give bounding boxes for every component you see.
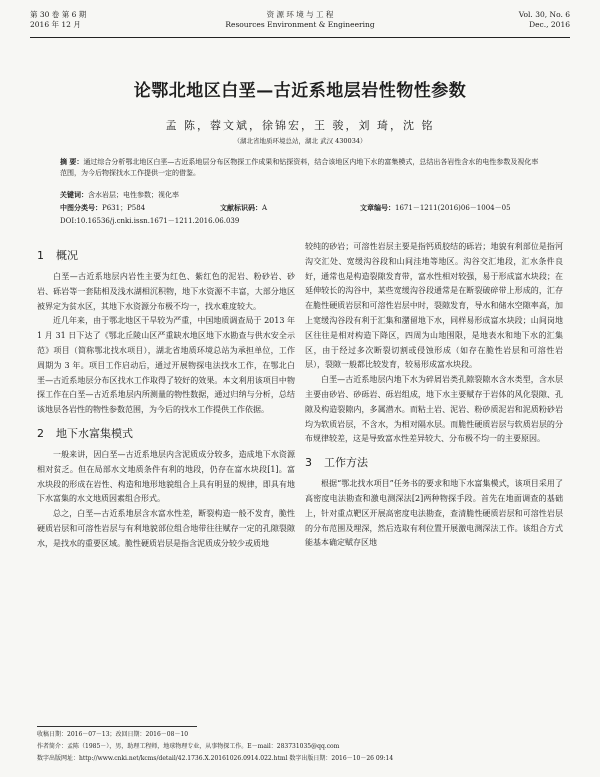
section-heading-1 (37, 248, 295, 264)
section-title: 地下水富集模式 (56, 426, 133, 440)
abstract-label: 摘 要： (60, 158, 84, 166)
journal-name-en: Resources Environment & Engineering (225, 20, 375, 29)
doc-value: A (262, 204, 268, 212)
received-date: 收稿日期：2016－07－13；改回日期：2016－08－10 (37, 731, 189, 738)
section-heading-2 (37, 426, 295, 442)
section-title: 工作方法 (324, 456, 368, 470)
doc-label: 文献标识码： (220, 203, 262, 212)
abstract (60, 157, 540, 179)
paragraph: 近几年来，由于鄂北地区干旱较为严重，中国地质调查局于 2013 年 1 月 31 日下达了《鄂北丘陵山区严重缺水地区地下水勘查与供水安全示范》项目（简称鄂北找水项目），湖北省地质环境总站为承担单位，工作周期为 3 年。项目工作启动后，通过开展物探电法找水工作，在鄂北白垩—古近系地层分布区找水工作取得了较好的效果。本文利用该项目中物探工作在白垩—古近系地层内所测量的物性数据，通过归纳与分析，总结该地层各岩性的物性参数范围，为今后的找水工作提供工作依据。 (37, 316, 295, 415)
section-number: 1 (37, 249, 44, 262)
document-code (220, 203, 360, 213)
volume-issue-en: Vol. 30, No. 6 (518, 10, 570, 19)
doi: DOI:10.16536/j.cnki.issn.1671－1211.2016.06.039 (60, 217, 240, 225)
clc-value: P631；P584 (102, 204, 146, 212)
clc-number (60, 203, 220, 213)
paragraph: 根据“鄂北找水项目”任务书的要求和地下水富集模式，该项目采用了高密度电法勘查和激电测深法[2]两种物探手段。首先在地面调查的基础上，针对重点靶区开展高密度电法勘查，查清脆性硬质岩层和可溶性岩层的分布范围及埋深，然后选取有利位置开展激电测深法工作。该组合方式能基本确定赋存区地 (305, 479, 563, 548)
section-number: 3 (305, 456, 312, 470)
author-list: 孟 陈，蓉文斌，徐锦宏，王 骏，刘 琦，沈 铭 (165, 119, 435, 132)
article-number (360, 203, 511, 213)
art-label: 文章编号： (360, 203, 395, 212)
page-header (30, 10, 570, 38)
author-bio: 作者简介：孟陈（1985－），男，助理工程师，地球物理专业，从事物探工作。E－mail：283731035@qq.com (37, 743, 340, 750)
paragraph: 较纯的砂岩；可溶性岩层主要是指钙质胶结的砾岩；地貌有利部位是指河沟交汇处、宽缓沟谷段和山间洼地等地区。沟谷交汇地段，汇水条件良好，通常也是构造裂隙发育带，富水性相对较强，易于形成富水块段；在延伸较长的沟谷中，某些宽缓沟谷段通常是在断裂破碎带上形成的，汇存在脆性硬质岩层和可溶性岩层中时，裂隙发育，导水和储水空隙率高，加上宽缓沟谷段有利于汇集和潴留地下水，同样易形成富水块段；山间岗地区往往是相对构造下降区，四周为山地围限，是地表水和地下水的汇集区，由于经过多次断裂切割或侵蚀形成（如存在脆性岩层和可溶性岩层），裂隙一般都比较发育，较易形成富水块段。 (305, 242, 563, 370)
journal-name-cn: 资 源 环 境 与 工 程 (266, 10, 334, 19)
issue-date-en: Dec., 2016 (529, 20, 570, 29)
header-rule (30, 37, 570, 38)
section-number: 2 (37, 426, 44, 440)
keywords-label: 关键词： (60, 190, 88, 199)
abstract-text: 通过综合分析鄂北地区白垩—古近系地层分布区物探工作成果和钻探资料，结合该地区内地下水的富集模式，总结出各岩性含水的电性参数及视化率范围，为今后物探找水工作提供一定的借鉴。 (60, 158, 539, 177)
right-column (305, 240, 563, 551)
paragraph: 白垩—古近系地层内岩性主要为红色、紫红色的泥岩、粉砂岩、砂岩、砾岩等一套陆相及浅水湖相沉积物，地下水资源不丰富，大部分地区被界定为贫水区，其地下水资源分布极不均一，找水难度较大。 (37, 272, 295, 311)
issue-date: 2016 年 12 月 (30, 20, 81, 29)
clc-label: 中图分类号： (60, 203, 102, 212)
art-value: 1671－1211(2016)06－1004－05 (395, 204, 511, 212)
footnote (37, 726, 563, 765)
volume-issue: 第 30 卷 第 6 期 (30, 10, 87, 19)
keywords-text: 含水岩层；电性参数；视化率 (88, 191, 179, 199)
affiliation: （湖北省地质环境总站，湖北 武汉 430034） (233, 137, 367, 145)
left-column (37, 240, 295, 552)
section-title: 概况 (56, 249, 78, 262)
paragraph: 总之，白垩—古近系地层含水富水性差，断裂构造一般不发育，脆性硬质岩层和可溶性岩层与有利地貌部位组合地带往往赋存一定的孔隙裂隙水，是找水的重要区域。脆性硬质岩层是指含泥质成分较少或质地 (37, 509, 295, 548)
paragraph: 白垩—古近系地层内地下水为碎屑岩类孔隙裂隙水含水类型，含水层主要由砂岩、砂砾岩、砾岩组成，地下水主要赋存于岩体的风化裂隙、孔隙及构造裂隙内，多属潜水。而粘土岩、泥岩、粉砂质泥岩和泥质粉砂岩均为软质岩层，不含水，为相对隔水层。而脆性硬质岩层与软质岩层的分布规律较差，这是导致富水性差异较大、分布极不均一的主要原因。 (305, 375, 563, 444)
paper-title: 论鄂北地区白垩—古近系地层岩性物性参数 (133, 81, 467, 101)
online-publication: 数字出版网址：http://www.cnki.net/kcms/detail/42.1736.X.20161026.0914.022.html 数字出版日期：2016－10－26 09:14 (37, 755, 394, 762)
journal-name (30, 10, 570, 30)
footnote-rule (37, 726, 197, 727)
section-heading-3 (305, 455, 563, 471)
paragraph: 一般来讲，因白垩—古近系地层内含泥质成分较多，造成地下水资源相对贫乏。但在局部水文地质条件有利的地段，仍存在富水块段[1]。富水块段的形成在岩性、构造和地形地貌组合上具有明显的规律，即具有地下水富集的水文地质因素组合形式。 (37, 449, 295, 504)
keywords (60, 190, 540, 200)
journal-issue-en (519, 10, 570, 30)
classification-line (60, 203, 540, 213)
